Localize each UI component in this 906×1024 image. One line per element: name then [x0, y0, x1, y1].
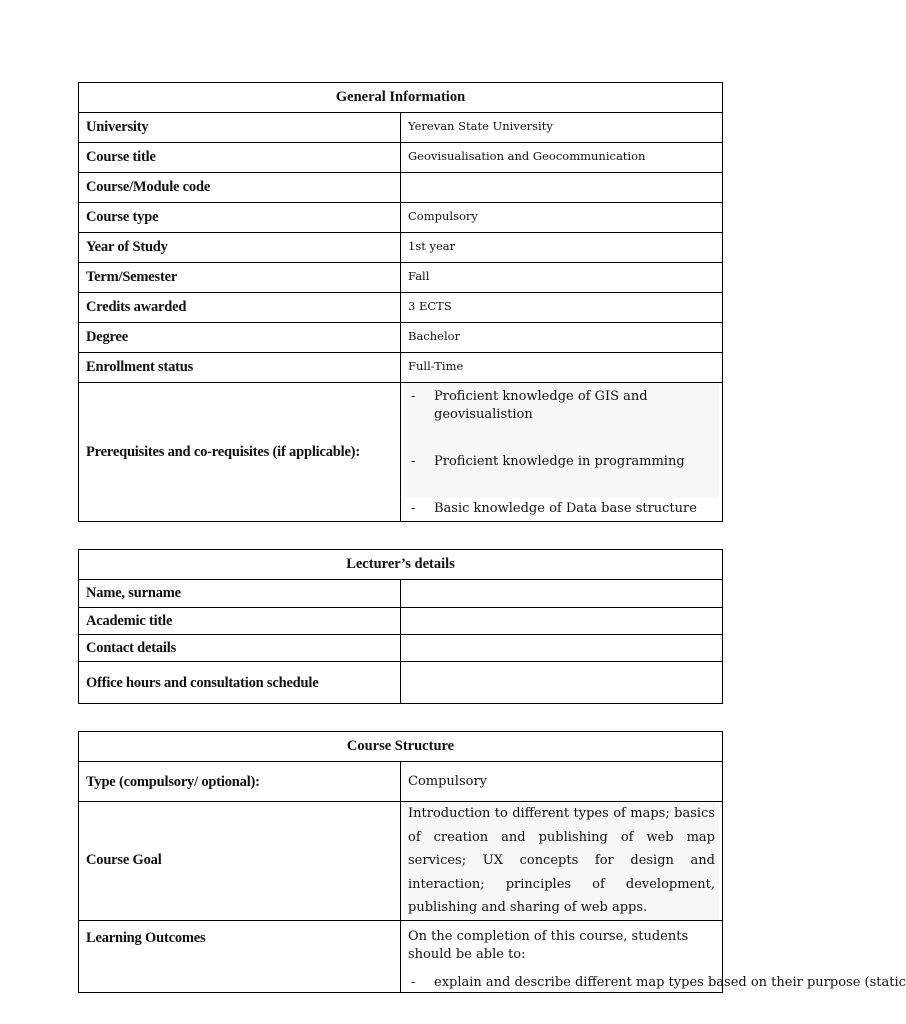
row-label: Name, surname — [79, 580, 401, 608]
row-value: Yerevan State University — [401, 113, 723, 143]
row-label: Course type — [79, 203, 401, 233]
outcomes-intro: On the completion of this course, students should be able to: — [408, 928, 689, 962]
row-label: Credits awarded — [79, 293, 401, 323]
prerequisites-row — [79, 383, 723, 522]
outcomes-list — [408, 974, 906, 992]
table-row — [79, 608, 723, 635]
general-information-table — [78, 82, 723, 522]
course-structure-table — [78, 731, 906, 993]
list-item: - Proficient knowledge of GIS and geovisualistion — [411, 389, 648, 422]
row-label: Office hours and consultation schedule — [79, 662, 401, 704]
row-label: Academic title — [79, 608, 401, 635]
table-row — [79, 113, 723, 143]
row-value — [401, 580, 723, 608]
lecturer-details-header: Lecturer’s details — [79, 550, 723, 580]
list-item: - Basic knowledge of Data base structure — [411, 501, 697, 516]
row-label: University — [79, 113, 401, 143]
table-row — [79, 353, 723, 383]
table-row — [79, 233, 723, 263]
row-value — [401, 608, 723, 635]
table-row — [79, 263, 723, 293]
prerequisites-value — [401, 383, 723, 522]
table-row — [79, 173, 723, 203]
row-label: Course title — [79, 143, 401, 173]
table-row — [79, 323, 723, 353]
general-information-header: General Information — [79, 83, 723, 113]
type-label: Type (compulsory/ optional): — [79, 762, 401, 802]
row-value — [401, 635, 723, 662]
table-row — [79, 662, 723, 704]
course-goal-label: Course Goal — [79, 802, 401, 921]
row-label: Term/Semester — [79, 263, 401, 293]
list-item: - Proficient knowledge in programming — [411, 454, 685, 469]
list-item: - explain and describe different map types based on their purpose (static — [411, 974, 906, 990]
row-value: Geovisualisation and Geocommunication — [401, 143, 723, 173]
row-value: Bachelor — [401, 323, 723, 353]
row-value: Full-Time — [401, 353, 723, 383]
row-value: Compulsory — [401, 203, 723, 233]
row-label: Contact details — [79, 635, 401, 662]
table-row — [79, 762, 723, 802]
learning-outcomes-label: Learning Outcomes — [79, 920, 401, 992]
course-structure-header: Course Structure — [79, 732, 723, 762]
table-row — [79, 293, 723, 323]
lecturer-details-table — [78, 549, 723, 704]
table-row — [79, 802, 723, 921]
row-value — [401, 173, 723, 203]
row-value: 3 ECTS — [401, 293, 723, 323]
prerequisites-label: Prerequisites and co-requisites (if applicable): — [79, 383, 401, 522]
table-row — [79, 143, 723, 173]
row-label: Degree — [79, 323, 401, 353]
row-label: Year of Study — [79, 233, 401, 263]
row-value: 1st year — [401, 233, 723, 263]
table-row — [79, 635, 723, 662]
row-label: Enrollment status — [79, 353, 401, 383]
table-row — [79, 920, 723, 992]
course-goal-value: Introduction to different types of maps; basics of creation and publishing of web map services; UX concepts for design and interaction; principles of development, publishing and sharing of web apps. — [401, 802, 723, 921]
row-label: Course/Module code — [79, 173, 401, 203]
prerequisites-list — [408, 388, 715, 518]
table-row — [79, 580, 723, 608]
row-value — [401, 662, 723, 704]
type-value: Compulsory — [401, 762, 723, 802]
learning-outcomes-value — [401, 920, 906, 992]
row-value: Fall — [401, 263, 723, 293]
table-row — [79, 203, 723, 233]
